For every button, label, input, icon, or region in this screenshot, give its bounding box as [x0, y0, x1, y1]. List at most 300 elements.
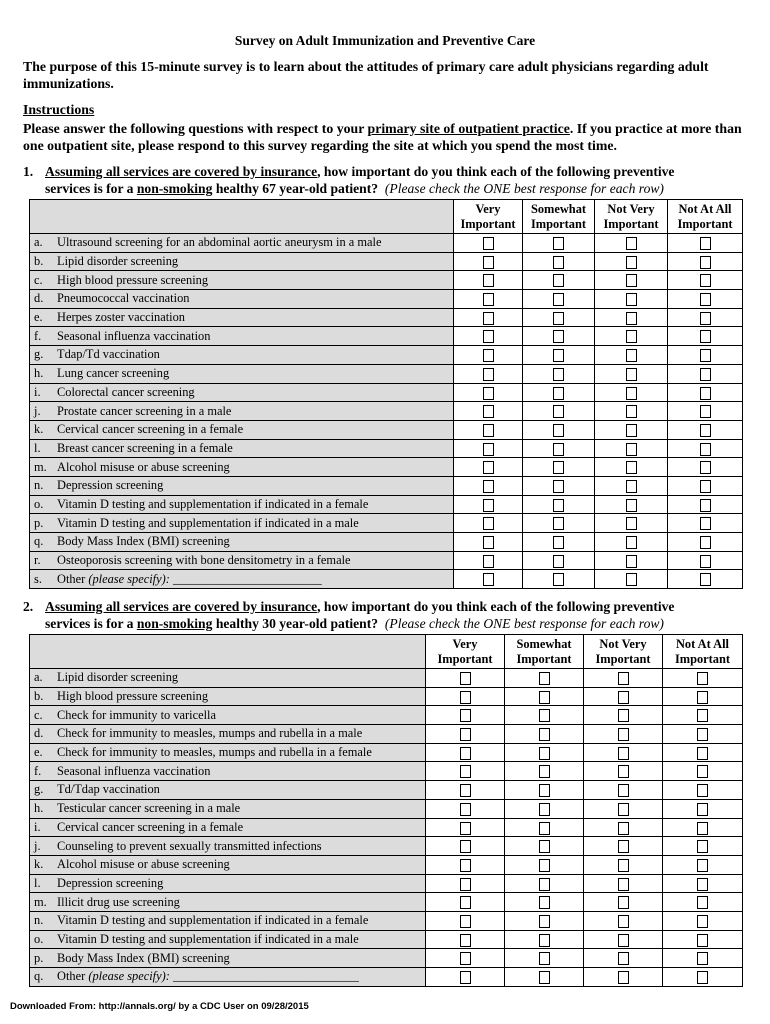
response-checkbox[interactable]: [618, 803, 629, 816]
item-label-cell: [30, 949, 426, 968]
item-text: Illicit drug use screening: [57, 894, 180, 909]
response-checkbox[interactable]: [626, 424, 637, 437]
response-cell: [595, 234, 668, 253]
response-checkbox[interactable]: [700, 256, 711, 269]
response-cell: [523, 290, 595, 309]
table-row: [30, 252, 743, 271]
response-checkbox[interactable]: [697, 747, 708, 760]
response-checkbox[interactable]: [626, 256, 637, 269]
table-row: [30, 893, 743, 912]
response-checkbox[interactable]: [626, 274, 637, 287]
table-row: [30, 874, 743, 893]
response-checkbox[interactable]: [553, 368, 564, 381]
response-checkbox[interactable]: [626, 293, 637, 306]
response-checkbox[interactable]: [700, 368, 711, 381]
response-checkbox[interactable]: [539, 840, 550, 853]
response-cell: [584, 837, 663, 856]
response-checkbox[interactable]: [483, 480, 494, 493]
response-checkbox[interactable]: [697, 915, 708, 928]
response-checkbox[interactable]: [460, 934, 471, 947]
item-label-cell: [30, 818, 426, 837]
response-checkbox[interactable]: [483, 424, 494, 437]
response-cell: [454, 383, 523, 402]
response-checkbox[interactable]: [700, 274, 711, 287]
response-checkbox[interactable]: [539, 691, 550, 704]
response-cell: [584, 874, 663, 893]
response-checkbox[interactable]: [483, 443, 494, 456]
response-cell: [426, 930, 505, 949]
item-letter: q.: [34, 969, 44, 984]
response-checkbox[interactable]: [539, 971, 550, 984]
question-1: [23, 164, 758, 197]
item-letter: o.: [34, 496, 44, 511]
item-text: Body Mass Index (BMI) screening: [57, 950, 230, 965]
response-cell: [668, 327, 743, 346]
column-header-line: Not At All: [675, 636, 729, 651]
item-text: Seasonal influenza vaccination: [57, 328, 211, 343]
response-checkbox[interactable]: [626, 405, 637, 418]
response-checkbox[interactable]: [460, 971, 471, 984]
response-cell: [668, 252, 743, 271]
response-cell: [668, 234, 743, 253]
response-checkbox[interactable]: [483, 349, 494, 362]
item-text: Ultrasound screening for an abdominal aortic aneurysm in a male: [57, 235, 382, 250]
response-checkbox[interactable]: [697, 765, 708, 778]
instructions-text-part: Please answer the following questions with respect to your: [23, 121, 368, 136]
response-checkbox[interactable]: [553, 536, 564, 549]
response-checkbox[interactable]: [553, 293, 564, 306]
response-checkbox[interactable]: [700, 536, 711, 549]
response-checkbox[interactable]: [483, 461, 494, 474]
response-cell: [426, 893, 505, 912]
item-text: Herpes zoster vaccination: [57, 310, 185, 325]
response-checkbox[interactable]: [618, 971, 629, 984]
response-cell: [663, 911, 743, 930]
response-cell: [523, 514, 595, 533]
column-header-line: Not Very: [599, 636, 647, 651]
instructions-text-part: . If you practice at more than one outpatient site, please respond to this survey regarding the site at which you spend the most time.: [23, 121, 742, 153]
response-checkbox[interactable]: [697, 971, 708, 984]
response-checkbox[interactable]: [539, 915, 550, 928]
response-cell: [668, 271, 743, 290]
item-label-cell: [30, 346, 454, 365]
item-text: Counseling to prevent sexually transmitted infections: [57, 838, 322, 853]
item-label-cell: [30, 402, 454, 421]
response-checkbox[interactable]: [626, 387, 637, 400]
item-letter: b.: [34, 254, 44, 269]
response-checkbox[interactable]: [553, 387, 564, 400]
column-header-line: Important: [595, 651, 651, 666]
response-cell: [454, 234, 523, 253]
item-label-cell: [30, 327, 454, 346]
response-checkbox[interactable]: [697, 822, 708, 835]
table-row: [30, 781, 743, 800]
question-hint: (Please check the ONE best response for each row): [384, 180, 664, 196]
response-checkbox[interactable]: [700, 443, 711, 456]
response-cell: [426, 706, 505, 725]
response-cell: [663, 837, 743, 856]
response-checkbox[interactable]: [626, 237, 637, 250]
response-checkbox[interactable]: [553, 517, 564, 530]
response-checkbox[interactable]: [618, 822, 629, 835]
item-label-cell: [30, 570, 454, 589]
table-row: [30, 383, 743, 402]
question-emphasis: Assuming all services are covered by insurance: [45, 599, 318, 614]
item-text: Td/Tdap vaccination: [57, 782, 160, 797]
response-checkbox[interactable]: [626, 480, 637, 493]
item-letter: i.: [34, 384, 41, 399]
response-checkbox[interactable]: [626, 536, 637, 549]
response-checkbox[interactable]: [483, 499, 494, 512]
item-letter: a.: [34, 670, 43, 685]
table-row: [30, 949, 743, 968]
response-checkbox[interactable]: [700, 461, 711, 474]
item-text: High blood pressure screening: [57, 272, 209, 287]
response-checkbox[interactable]: [460, 803, 471, 816]
table-row: [30, 364, 743, 383]
response-checkbox[interactable]: [460, 952, 471, 965]
response-checkbox[interactable]: [460, 728, 471, 741]
response-checkbox[interactable]: [626, 555, 637, 568]
response-cell: [595, 570, 668, 589]
response-checkbox[interactable]: [553, 573, 564, 586]
response-cell: [523, 476, 595, 495]
column-header-line: Somewhat: [516, 636, 572, 651]
response-checkbox[interactable]: [618, 952, 629, 965]
table-row: [30, 439, 743, 458]
response-cell: [426, 725, 505, 744]
table-row: [30, 402, 743, 421]
item-letter: j.: [34, 838, 41, 853]
item-specify-hint: (please specify):: [88, 571, 170, 586]
response-cell: [595, 495, 668, 514]
response-checkbox[interactable]: [697, 709, 708, 722]
response-cell: [426, 669, 505, 688]
response-checkbox[interactable]: [700, 480, 711, 493]
response-checkbox[interactable]: [553, 237, 564, 250]
download-footer: Downloaded From: http://annals.org/ by a CDC User on 09/28/2015: [10, 1001, 309, 1012]
response-checkbox[interactable]: [700, 330, 711, 343]
response-checkbox[interactable]: [539, 709, 550, 722]
response-cell: [505, 968, 584, 987]
response-checkbox[interactable]: [618, 859, 629, 872]
response-checkbox[interactable]: [697, 784, 708, 797]
item-label-cell: [30, 911, 426, 930]
response-checkbox[interactable]: [460, 859, 471, 872]
response-checkbox[interactable]: [483, 536, 494, 549]
response-checkbox[interactable]: [553, 256, 564, 269]
response-cell: [505, 669, 584, 688]
column-header: [663, 635, 743, 669]
response-cell: [454, 346, 523, 365]
response-checkbox[interactable]: [539, 934, 550, 947]
response-cell: [505, 893, 584, 912]
response-checkbox[interactable]: [700, 387, 711, 400]
response-checkbox[interactable]: [700, 424, 711, 437]
response-checkbox[interactable]: [618, 709, 629, 722]
response-cell: [523, 570, 595, 589]
response-cell: [584, 949, 663, 968]
response-checkbox[interactable]: [539, 728, 550, 741]
item-label-cell: [30, 420, 454, 439]
response-cell: [663, 893, 743, 912]
item-letter: q.: [34, 534, 44, 549]
response-checkbox[interactable]: [697, 952, 708, 965]
table-row: [30, 743, 743, 762]
response-checkbox[interactable]: [697, 896, 708, 909]
response-checkbox[interactable]: [483, 405, 494, 418]
response-checkbox[interactable]: [460, 784, 471, 797]
response-checkbox[interactable]: [697, 878, 708, 891]
response-checkbox[interactable]: [460, 747, 471, 760]
response-checkbox[interactable]: [539, 672, 550, 685]
response-checkbox[interactable]: [626, 312, 637, 325]
response-cell: [426, 968, 505, 987]
response-cell: [426, 687, 505, 706]
item-text: Other: [57, 571, 89, 586]
response-checkbox[interactable]: [483, 387, 494, 400]
item-letter: e.: [34, 745, 43, 760]
response-checkbox[interactable]: [460, 672, 471, 685]
response-checkbox[interactable]: [483, 256, 494, 269]
response-checkbox[interactable]: [460, 765, 471, 778]
response-checkbox[interactable]: [700, 573, 711, 586]
item-text: Body Mass Index (BMI) screening: [57, 534, 230, 549]
response-checkbox[interactable]: [700, 555, 711, 568]
response-checkbox[interactable]: [483, 237, 494, 250]
column-header-line: Important: [674, 651, 731, 666]
item-letter: p.: [34, 950, 44, 965]
response-checkbox[interactable]: [460, 896, 471, 909]
response-checkbox[interactable]: [483, 517, 494, 530]
response-checkbox[interactable]: [460, 840, 471, 853]
response-checkbox[interactable]: [553, 405, 564, 418]
item-text: Alcohol misuse or abuse screening: [57, 459, 230, 474]
response-checkbox[interactable]: [539, 822, 550, 835]
response-checkbox[interactable]: [700, 349, 711, 362]
table-row: [30, 911, 743, 930]
response-cell: [668, 402, 743, 421]
item-label-cell: [30, 458, 454, 477]
instructions-heading: Instructions: [23, 102, 95, 117]
response-checkbox[interactable]: [483, 312, 494, 325]
table-row: [30, 514, 743, 533]
other-specify-blank[interactable]: ________________________: [169, 571, 322, 586]
response-checkbox[interactable]: [539, 878, 550, 891]
response-checkbox[interactable]: [700, 405, 711, 418]
response-checkbox[interactable]: [626, 573, 637, 586]
response-checkbox[interactable]: [697, 840, 708, 853]
item-letter: f.: [34, 763, 42, 778]
item-text: Lipid disorder screening: [57, 670, 179, 685]
response-checkbox[interactable]: [539, 896, 550, 909]
response-cell: [595, 308, 668, 327]
response-checkbox[interactable]: [618, 672, 629, 685]
question-text: services is for a: [45, 180, 137, 196]
response-checkbox[interactable]: [539, 784, 550, 797]
response-cell: [584, 762, 663, 781]
response-checkbox[interactable]: [483, 274, 494, 287]
response-cell: [595, 420, 668, 439]
item-label-cell: [30, 874, 426, 893]
table-row: [30, 706, 743, 725]
table-row: [30, 271, 743, 290]
response-cell: [584, 930, 663, 949]
response-checkbox[interactable]: [483, 293, 494, 306]
response-checkbox[interactable]: [626, 349, 637, 362]
table-row: [30, 570, 743, 589]
response-cell: [584, 911, 663, 930]
response-checkbox[interactable]: [539, 859, 550, 872]
response-checkbox[interactable]: [553, 443, 564, 456]
response-checkbox[interactable]: [553, 424, 564, 437]
item-letter: l.: [34, 440, 41, 455]
table-row: [30, 687, 743, 706]
response-checkbox[interactable]: [618, 878, 629, 891]
response-checkbox[interactable]: [539, 952, 550, 965]
response-checkbox[interactable]: [618, 691, 629, 704]
response-checkbox[interactable]: [697, 728, 708, 741]
table-row: [30, 476, 743, 495]
response-checkbox[interactable]: [553, 349, 564, 362]
response-checkbox[interactable]: [460, 878, 471, 891]
response-checkbox[interactable]: [697, 934, 708, 947]
response-checkbox[interactable]: [483, 330, 494, 343]
item-letter: l.: [34, 875, 41, 890]
item-letter: r.: [34, 553, 41, 568]
table-row: [30, 799, 743, 818]
response-checkbox[interactable]: [697, 803, 708, 816]
response-cell: [523, 495, 595, 514]
item-label-cell: [30, 271, 454, 290]
response-checkbox[interactable]: [700, 237, 711, 250]
response-checkbox[interactable]: [483, 555, 494, 568]
response-cell: [505, 911, 584, 930]
column-header: [505, 635, 584, 669]
response-cell: [454, 420, 523, 439]
response-cell: [668, 458, 743, 477]
response-checkbox[interactable]: [460, 915, 471, 928]
response-checkbox[interactable]: [553, 499, 564, 512]
response-cell: [454, 439, 523, 458]
response-checkbox[interactable]: [553, 461, 564, 474]
response-checkbox[interactable]: [626, 461, 637, 474]
response-checkbox[interactable]: [553, 330, 564, 343]
response-checkbox[interactable]: [697, 859, 708, 872]
response-checkbox[interactable]: [553, 274, 564, 287]
response-cell: [523, 420, 595, 439]
response-checkbox[interactable]: [626, 330, 637, 343]
item-letter: m.: [34, 894, 47, 909]
response-checkbox[interactable]: [483, 368, 494, 381]
table-row: [30, 837, 743, 856]
item-text: Vitamin D testing and supplementation if indicated in a female: [57, 496, 369, 511]
response-checkbox[interactable]: [618, 747, 629, 760]
response-checkbox[interactable]: [618, 840, 629, 853]
item-label-cell: [30, 551, 454, 570]
table-row: [30, 495, 743, 514]
response-checkbox[interactable]: [626, 443, 637, 456]
item-letter: h.: [34, 366, 44, 381]
response-checkbox[interactable]: [460, 691, 471, 704]
item-text: Seasonal influenza vaccination: [57, 763, 211, 778]
response-checkbox[interactable]: [618, 915, 629, 928]
response-cell: [668, 439, 743, 458]
response-cell: [668, 308, 743, 327]
item-text: Testicular cancer screening in a male: [57, 801, 241, 816]
response-cell: [523, 252, 595, 271]
response-cell: [505, 781, 584, 800]
response-checkbox[interactable]: [618, 784, 629, 797]
item-letter: p.: [34, 515, 44, 530]
item-letter: h.: [34, 801, 44, 816]
item-letter: n.: [34, 913, 44, 928]
response-checkbox[interactable]: [700, 312, 711, 325]
item-letter: o.: [34, 931, 44, 946]
response-cell: [426, 874, 505, 893]
response-checkbox[interactable]: [539, 747, 550, 760]
column-header-line: Important: [516, 651, 572, 666]
response-checkbox[interactable]: [460, 822, 471, 835]
question-text: , how important do you think each of the following preventive: [317, 599, 675, 614]
response-checkbox[interactable]: [553, 480, 564, 493]
item-label-cell: [30, 495, 454, 514]
response-checkbox[interactable]: [618, 934, 629, 947]
response-cell: [505, 725, 584, 744]
response-cell: [505, 930, 584, 949]
response-cell: [426, 911, 505, 930]
column-header-line: Important: [530, 216, 587, 231]
item-label-cell: [30, 439, 454, 458]
other-specify-blank[interactable]: ______________________________: [169, 969, 359, 984]
item-label-cell: [30, 837, 426, 856]
item-label-cell: [30, 930, 426, 949]
item-letter: g.: [34, 347, 44, 362]
response-checkbox[interactable]: [700, 293, 711, 306]
response-checkbox[interactable]: [626, 517, 637, 530]
item-letter: k.: [34, 422, 44, 437]
item-letter: d.: [34, 726, 44, 741]
response-cell: [505, 799, 584, 818]
response-checkbox[interactable]: [700, 499, 711, 512]
column-header-line: Important: [437, 651, 493, 666]
response-checkbox[interactable]: [553, 555, 564, 568]
response-checkbox[interactable]: [539, 803, 550, 816]
table-row: [30, 855, 743, 874]
response-checkbox[interactable]: [539, 765, 550, 778]
response-checkbox[interactable]: [697, 672, 708, 685]
survey-title: Survey on Adult Immunization and Preventive Care: [234, 33, 536, 48]
response-cell: [595, 271, 668, 290]
response-checkbox[interactable]: [553, 312, 564, 325]
response-cell: [454, 533, 523, 552]
response-checkbox[interactable]: [483, 573, 494, 586]
response-checkbox[interactable]: [618, 896, 629, 909]
item-letter: g.: [34, 782, 44, 797]
item-letter: m.: [34, 459, 47, 474]
response-cell: [454, 308, 523, 327]
response-cell: [523, 308, 595, 327]
response-checkbox[interactable]: [626, 368, 637, 381]
response-checkbox[interactable]: [697, 691, 708, 704]
table-row: [30, 420, 743, 439]
response-checkbox[interactable]: [460, 709, 471, 722]
response-checkbox[interactable]: [618, 765, 629, 778]
response-checkbox[interactable]: [618, 728, 629, 741]
response-checkbox[interactable]: [626, 499, 637, 512]
response-checkbox[interactable]: [700, 517, 711, 530]
response-cell: [523, 458, 595, 477]
